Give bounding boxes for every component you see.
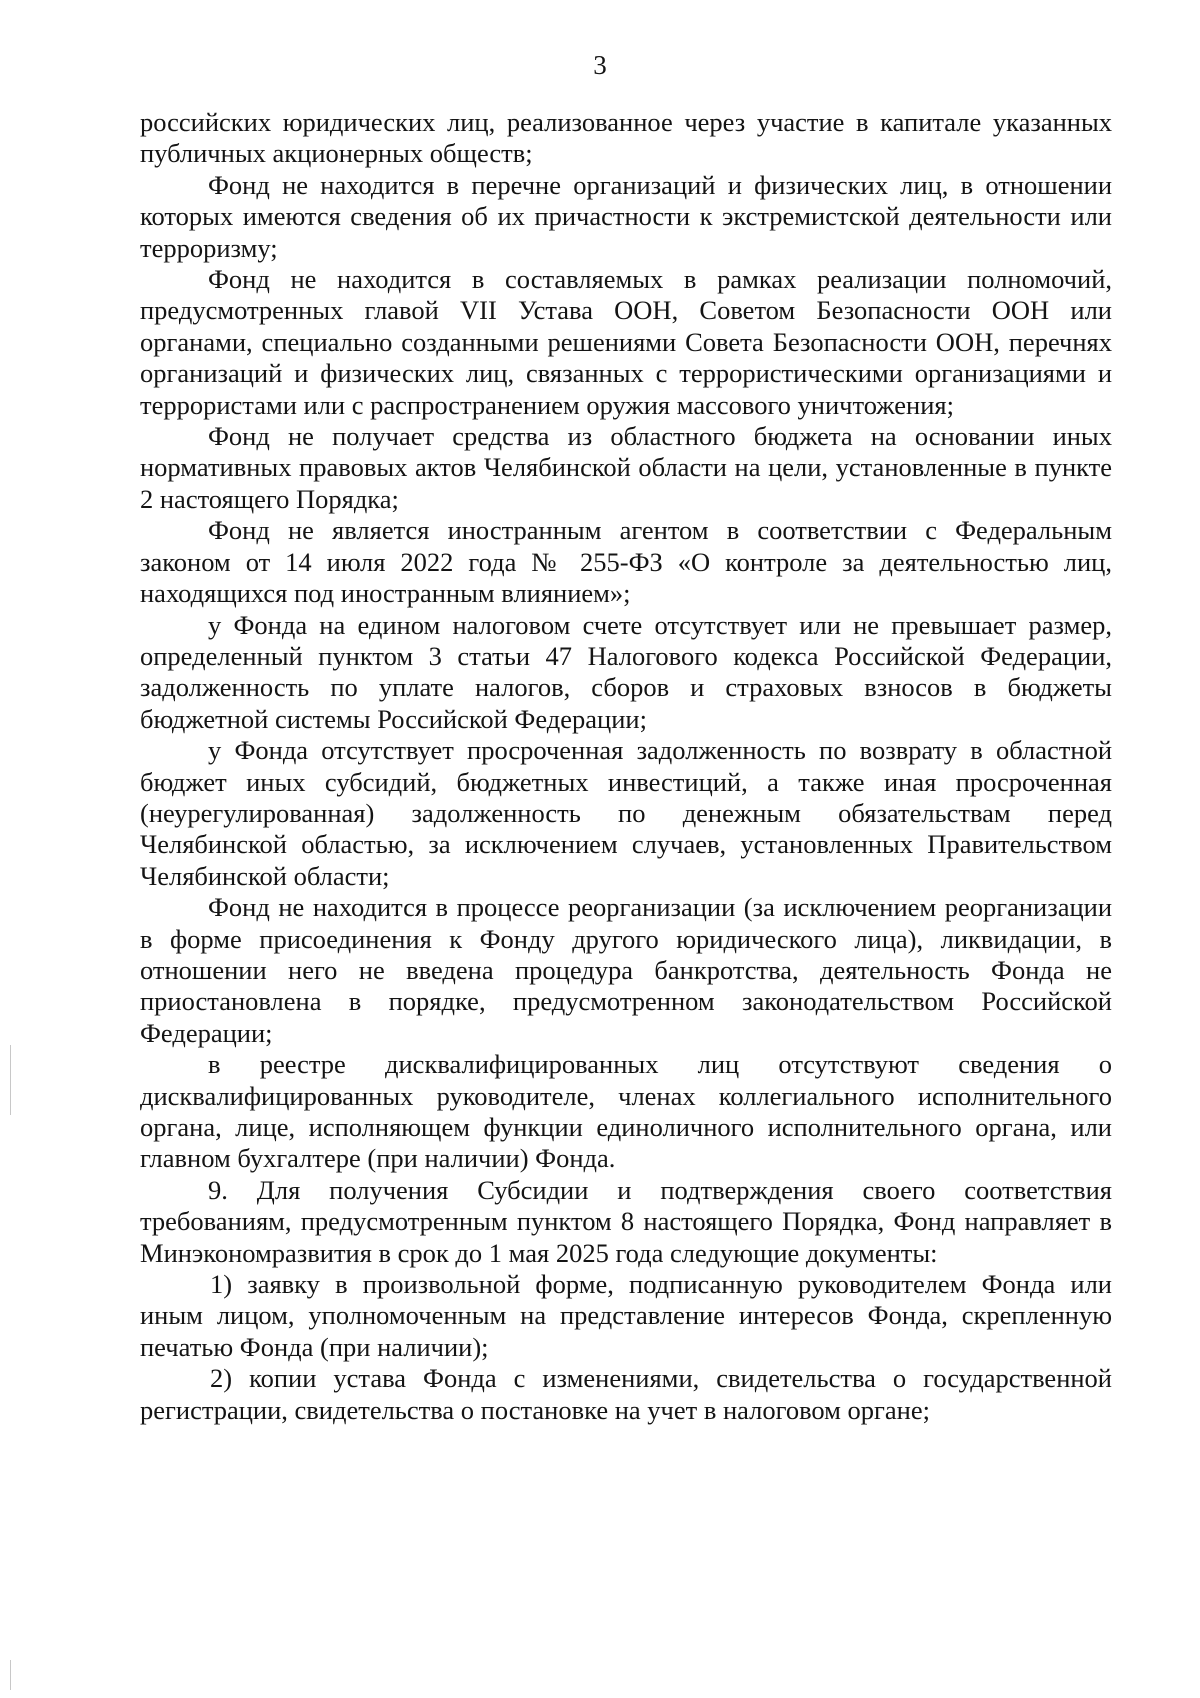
scan-edge-mark xyxy=(10,1660,11,1690)
scan-edge-mark xyxy=(10,1045,11,1115)
document-body xyxy=(140,107,1112,1426)
paragraph: Фонд не получает средства из областного бюджета на основании иных нормативных правовых актов Челябинской области на цели, установленные в пункте 2 настоящего Порядка; xyxy=(140,421,1112,514)
paragraph: 9. Для получения Субсидии и подтверждения своего соответствия требованиям, предусмотренным пунктом 8 настоящего Порядка, Фонд направляет в Минэкономразвития в срок до 1 мая 2025 года следующие документы: xyxy=(140,1174,1112,1268)
list-item: 2) копии устава Фонда с изменениями, свидетельства о государственной регистрации, свидетельства о постановке на учет в налоговом органе; xyxy=(140,1363,1112,1425)
paragraph: российских юридических лиц, реализованное через участие в капитале указанных публичных акционерных обществ; xyxy=(140,107,1112,169)
paragraph: у Фонда отсутствует просроченная задолженность по возврату в областной бюджет иных субсидий, бюджетных инвестиций, а также иная просроченная (неурегулированная) задолженность по денежным обязательствам перед Челябинской областью, за исключением случаев, установленных Правительством Челябинской области; xyxy=(140,735,1112,891)
paragraph: у Фонда на едином налоговом счете отсутствует или не превышает размер, определенный пунктом 3 статьи 47 Налогового кодекса Российской Федерации, задолженность по уплате налогов, сборов и страховых взносов в бюджеты бюджетной системы Российской Федерации; xyxy=(140,609,1112,734)
paragraph: в реестре дисквалифицированных лиц отсутствуют сведения о дисквалифицированных руководителе, членах коллегиального исполнительного органа, лице, исполняющем функции единоличного исполнительного органа, или главном бухгалтере (при наличии) Фонда. xyxy=(140,1049,1112,1174)
list-item: 1) заявку в произвольной форме, подписанную руководителем Фонда или иным лицом, уполномоченным на представление интересов Фонда, скрепленную печатью Фонда (при наличии); xyxy=(140,1269,1112,1362)
paragraph: Фонд не находится в составляемых в рамках реализации полномочий, предусмотренных главой VII Устава ООН, Советом Безопасности ООН или органами, специально созданными решениями Совета Безопасности ООН, перечнях организаций и физических лиц, связанных с террористическими организациями и террористами или с распространением оружия массового уничтожения; xyxy=(140,264,1112,420)
paragraph: Фонд не является иностранным агентом в соответствии с Федеральным законом от 14 июля 2022 года № 255-ФЗ «О контроле за деятельностью лиц, находящихся под иностранным влиянием»; xyxy=(140,515,1112,609)
paragraph: Фонд не находится в процессе реорганизации (за исключением реорганизации в форме присоединения к Фонду другого юридического лица), ликвидации, в отношении него не введена процедура банкротства, деятельность Фонда не приостановлена в порядке, предусмотренном законодательством Российской Федерации; xyxy=(140,892,1112,1048)
paragraph: Фонд не находится в перечне организаций и физических лиц, в отношении которых имеются сведения об их причастности к экстремистской деятельности или терроризму; xyxy=(140,169,1112,263)
page-number: 3 xyxy=(593,50,607,80)
